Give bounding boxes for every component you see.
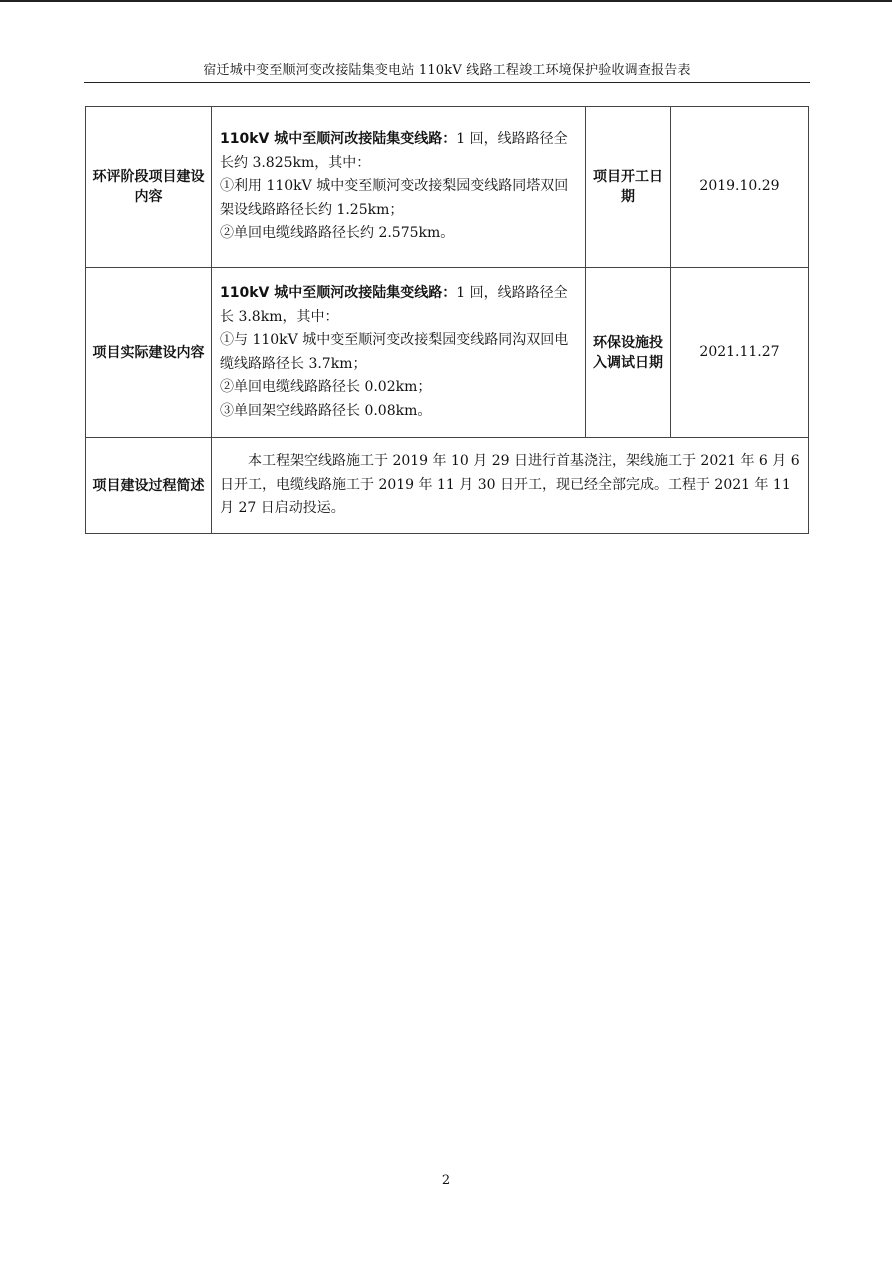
actual-item: ②单回电缆线路路径长 0.02km； xyxy=(220,379,432,395)
document-header: 宿迁城中变至顺河变改接陆集变电站 110kV 线路工程竣工环境保护验收调查报告表 xyxy=(203,63,691,78)
commissioning-date-label: 环保设施投入调试日期 xyxy=(586,268,671,438)
eia-content-cell xyxy=(212,107,586,268)
page-top-border xyxy=(0,0,892,2)
actual-content-label: 项目实际建设内容 xyxy=(86,268,212,438)
eia-lead-rest: 1 回，线路路径全长约 3.825km，其中： xyxy=(220,131,568,171)
page-number: 2 xyxy=(441,1173,451,1188)
table-row-eia xyxy=(86,107,809,268)
actual-item: ①与 110kV 城中变至顺河变改接梨园变线路同沟双回电缆线路路径长 3.7km； xyxy=(220,332,569,372)
actual-lead-paragraph xyxy=(220,282,577,329)
actual-content-cell xyxy=(212,268,586,438)
start-date-label: 项目开工日期 xyxy=(586,107,671,268)
process-label: 项目建设过程简述 xyxy=(86,438,212,534)
process-summary: 本工程架空线路施工于 2019 年 10 月 29 日进行首基浇注，架线施工于 2021 年 6 月 6 日开工，电缆线路施工于 2019 年 11 月 30 日开工，现已经全部完成。工程于 2021 年 11 月 27 日启动投运。 xyxy=(212,438,809,534)
table-row-actual xyxy=(86,268,809,438)
eia-lead-paragraph xyxy=(220,128,577,175)
actual-item: ③单回架空线路路径长 0.08km。 xyxy=(220,402,432,419)
eia-item: ②单回电缆线路路径长约 2.575km。 xyxy=(220,225,455,242)
actual-lead-rest: 1 回，线路路径全长 3.8km，其中： xyxy=(220,285,568,325)
commissioning-date-value: 2021.11.27 xyxy=(671,268,809,438)
header-rule xyxy=(84,82,810,83)
actual-lead-title: 110kV 城中至顺河改接陆集变线路： xyxy=(220,285,457,301)
eia-lead-title: 110kV 城中至顺河改接陆集变线路： xyxy=(220,131,457,148)
start-date-value: 2019.10.29 xyxy=(671,107,809,268)
table-row-process xyxy=(86,438,809,534)
eia-content-label: 环评阶段项目建设内容 xyxy=(86,107,212,268)
eia-item: ①利用 110kV 城中变至顺河变改接梨园变线路同塔双回架设线路路径长约 1.25km； xyxy=(220,178,569,218)
project-info-table xyxy=(85,106,809,534)
